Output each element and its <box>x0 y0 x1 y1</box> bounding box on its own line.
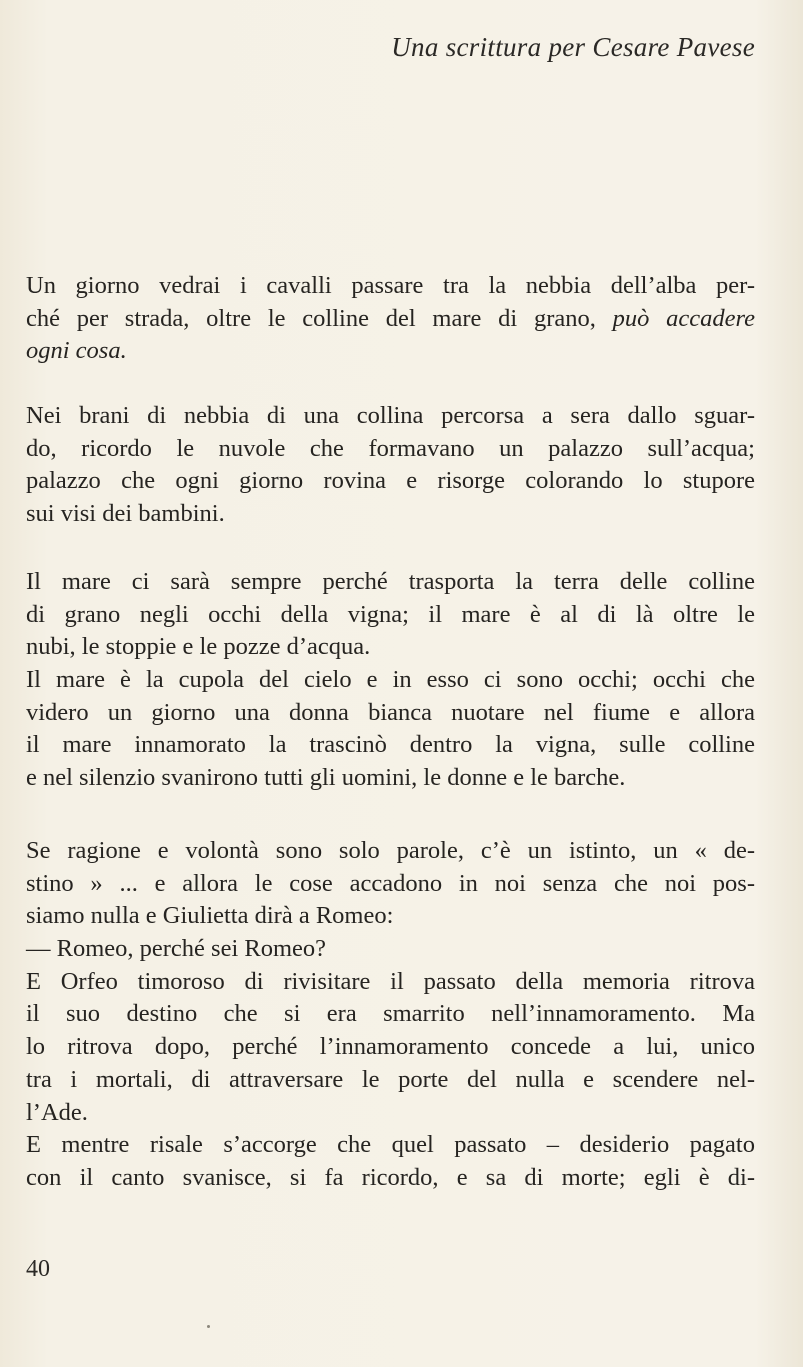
text-line: nubi, le stoppie e le pozze d’acqua. <box>26 633 371 661</box>
text-line: Il mare ci sarà sempre perché trasporta la terra delle colline <box>26 568 755 595</box>
italic-phrase: ogni cosa. <box>26 337 127 365</box>
text-line: il mare innamorato la trascinò dentro la vigna, sulle colline <box>26 731 755 759</box>
text-line: Il mare è la cupola del cielo e in esso ci sono occhi; occhi che <box>26 666 755 694</box>
text-line: siamo nulla e Giulietta dirà a Romeo: <box>26 902 394 930</box>
text-line: lo ritrova dopo, perché l’innamoramento concede a lui, unico <box>26 1033 755 1061</box>
paragraph-1 <box>26 270 755 368</box>
page-number: 40 <box>26 1256 50 1282</box>
text-line: do, ricordo le nuvole che formavano un palazzo sull’acqua; <box>26 434 755 462</box>
text-line: sui visi dei bambini. <box>26 500 225 528</box>
text-line: e nel silenzio svanirono tutti gli uomini, le donne e le barche. <box>26 764 626 792</box>
text-line: stino » ... e allora le cose accadono in noi senza che noi pos- <box>26 869 755 897</box>
italic-phrase: può accadere <box>612 304 756 332</box>
text-line: tra i mortali, di attraversare le porte del nulla e scendere nel- <box>26 1065 755 1093</box>
paper-speck <box>207 1325 210 1328</box>
text-line: con il canto svanisce, si fa ricordo, e sa di morte; egli è di- <box>26 1163 755 1191</box>
text-line: Nei brani di nebbia di una collina percorsa a sera dallo sguar- <box>26 402 755 429</box>
text-line: di grano negli occhi della vigna; il mare è al di là oltre le <box>26 600 755 628</box>
text-line: palazzo che ogni giorno rovina e risorge colorando lo stupore <box>26 467 755 495</box>
text-line: videro un giorno una donna bianca nuotare nel fiume e allora <box>26 698 755 726</box>
paragraph-3 <box>26 566 755 795</box>
text-line: ché per strada, oltre le colline del mare di grano, può accadere <box>26 304 756 332</box>
text-line: l’Ade. <box>26 1098 88 1126</box>
paragraph-4 <box>26 835 755 1195</box>
text-line: Se ragione e volontà sono solo parole, c’è un istinto, un « de- <box>26 837 755 864</box>
text-line: il suo destino che si era smarrito nell’innamoramento. Ma <box>26 1000 755 1028</box>
text-line: Un giorno vedrai i cavalli passare tra la nebbia dell’alba per- <box>26 272 755 299</box>
text-line: E Orfeo timoroso di rivisitare il passato della memoria ritrova <box>26 967 755 995</box>
text-line: — Romeo, perché sei Romeo? <box>26 935 327 963</box>
paragraph-2 <box>26 400 755 531</box>
text-line <box>26 335 755 368</box>
text-line: E mentre risale s’accorge che quel passato – desiderio pagato <box>26 1131 755 1159</box>
running-header: Una scrittura per Cesare Pavese <box>391 32 755 62</box>
